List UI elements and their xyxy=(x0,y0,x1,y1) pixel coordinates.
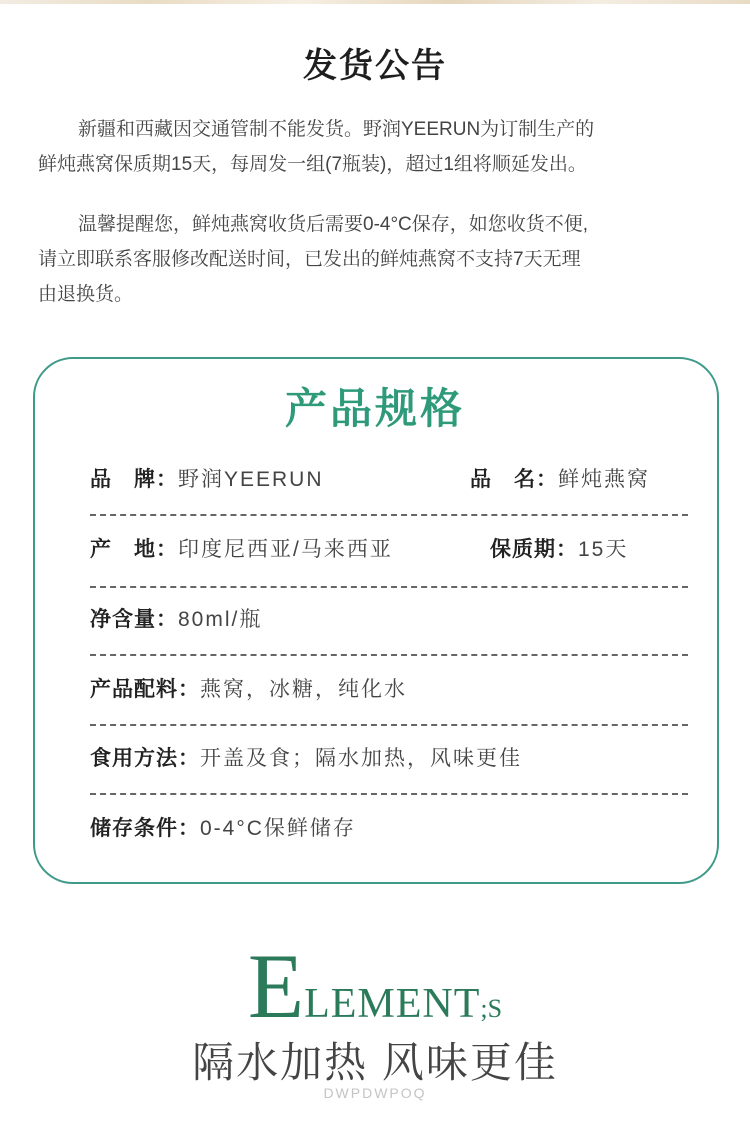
spec-divider xyxy=(90,514,688,516)
wordmark-rest: LEMENT xyxy=(304,981,481,1027)
storage-label: 储存条件： xyxy=(90,817,200,840)
spec-divider xyxy=(90,654,688,656)
origin-value: 印度尼西亚/马来西亚 xyxy=(178,538,393,561)
name-label: 品 名： xyxy=(470,468,558,491)
top-decorative-strip xyxy=(0,0,750,4)
ingredients-value: 燕窝，冰糖，纯化水 xyxy=(200,678,407,701)
notice-title: 发货公告 xyxy=(303,47,447,85)
brand-label: 品 牌： xyxy=(90,468,178,491)
spec-row-net xyxy=(90,600,690,640)
net-content-label: 净含量： xyxy=(90,608,178,631)
spec-name-cell xyxy=(470,460,650,500)
brand-wordmark xyxy=(0,935,750,1037)
ingredients-label: 产品配料： xyxy=(90,678,200,701)
wordmark-suffix: ;S xyxy=(480,994,503,1023)
spec-row-storage xyxy=(90,809,690,849)
spec-title: 产品规格 xyxy=(284,385,465,432)
usage-value: 开盖及食；隔水加热，风味更佳 xyxy=(200,747,522,770)
wordmark-initial: E xyxy=(247,935,305,1037)
spec-divider xyxy=(90,724,688,726)
spec-row-usage xyxy=(90,739,690,779)
notice-line: 新疆和西藏因交通管制不能发货。野润YEERUN为订制生产的 xyxy=(78,119,595,140)
usage-label: 食用方法： xyxy=(90,747,200,770)
notice-line: 鲜炖燕窝保质期15天，每周发一组(7瓶装)，超过1组将顺延发出。 xyxy=(38,154,587,175)
spec-row-ingredients xyxy=(90,670,690,710)
origin-label: 产 地： xyxy=(90,538,178,561)
spec-divider xyxy=(90,793,688,795)
spec-row-origin xyxy=(90,530,690,570)
net-content-value: 80ml/瓶 xyxy=(178,608,263,631)
shelf-life-value: 15天 xyxy=(578,538,629,561)
notice-line: 温馨提醒您，鲜炖燕窝收货后需要0-4°C保存，如您收货不便, xyxy=(78,214,589,235)
brand-slogan: 隔水加热 风味更佳 xyxy=(192,1039,558,1086)
name-value: 鲜炖燕窝 xyxy=(558,468,650,491)
notice-line: 由退换货。 xyxy=(38,284,134,305)
spec-divider xyxy=(90,586,688,588)
spec-shelf-cell xyxy=(490,530,628,570)
storage-value: 0-4°C保鲜储存 xyxy=(200,817,356,840)
spec-row-brand xyxy=(90,460,690,500)
shelf-life-label: 保质期： xyxy=(490,538,578,561)
brand-value: 野润YEERUN xyxy=(178,468,324,491)
brand-subtext: DWPDWPOQ xyxy=(323,1085,427,1101)
notice-line: 请立即联系客服修改配送时间，已发出的鲜炖燕窝不支持7天无理 xyxy=(38,249,581,270)
